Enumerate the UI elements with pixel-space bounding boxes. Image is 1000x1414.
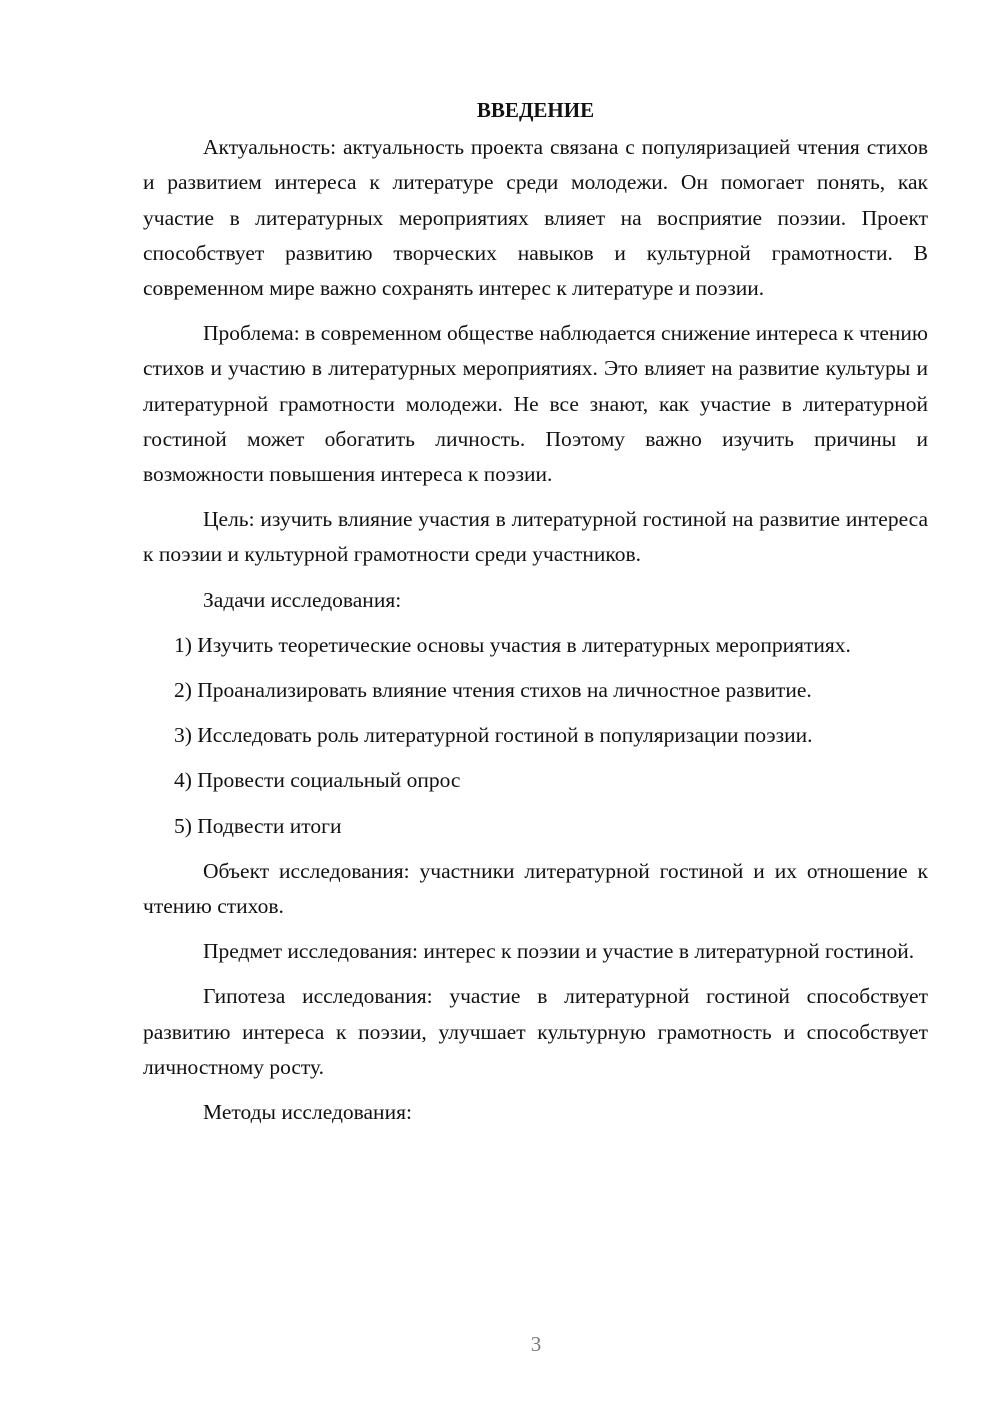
task-list-item: 2) Проанализировать влияние чтения стихов на личностное развитие. <box>174 678 812 703</box>
object-paragraph: Объект исследования: участники литературной гостиной и их отношение к чтению стихов. <box>143 858 928 919</box>
relevance-paragraph: Актуальность: актуальность проекта связана с популяризацией чтения стихов и развитием интереса к литературе среди молодежи. Он помогает понять, как участие в литературных мероприятиях влияет на восприятие поэзии. Проект способствует развитию творческих навыков и культурной грамотности. В современном мире важно сохранять интерес к литературе и поэзии. <box>143 135 928 301</box>
task-list-item: 3) Исследовать роль литературной гостиной в популяризации поэзии. <box>174 723 813 748</box>
task-list-item: 1) Изучить теоретические основы участия в литературных мероприятиях. <box>174 632 851 657</box>
page-content <box>143 93 928 1140</box>
tasks-heading-paragraph: Задачи исследования: <box>203 587 402 612</box>
goal-paragraph: Цель: изучить влияние участия в литературной гостиной на развитие интереса к поэзии и культурной грамотности среди участников. <box>143 507 928 567</box>
problem-paragraph: Проблема: в современном обществе наблюдается снижение интереса к чтению стихов и участию в литературных мероприятиях. Это влияет на развитие культуры и литературной грамотности молодежи. Не все знают, как участие в литературной гостиной может обогатить личность. Поэтому важно изучить причины и возможности повышения интереса к поэзии. <box>143 321 928 487</box>
subject-paragraph: Предмет исследования: интерес к поэзии и участие в литературной гостиной. <box>203 939 915 964</box>
hypothesis-paragraph: Гипотеза исследования: участие в литературной гостиной способствует развитию интереса к поэзии, улучшает культурную грамотность и способствует личностному росту. <box>143 984 928 1079</box>
section-heading: ВВЕДЕНИЕ <box>476 98 595 122</box>
task-list-item: 5) Подвести итоги <box>174 813 342 838</box>
methods-paragraph: Методы исследования: <box>203 1100 412 1125</box>
task-list-item: 4) Провести социальный опрос <box>174 768 461 793</box>
page-number: 3 <box>530 1332 542 1356</box>
